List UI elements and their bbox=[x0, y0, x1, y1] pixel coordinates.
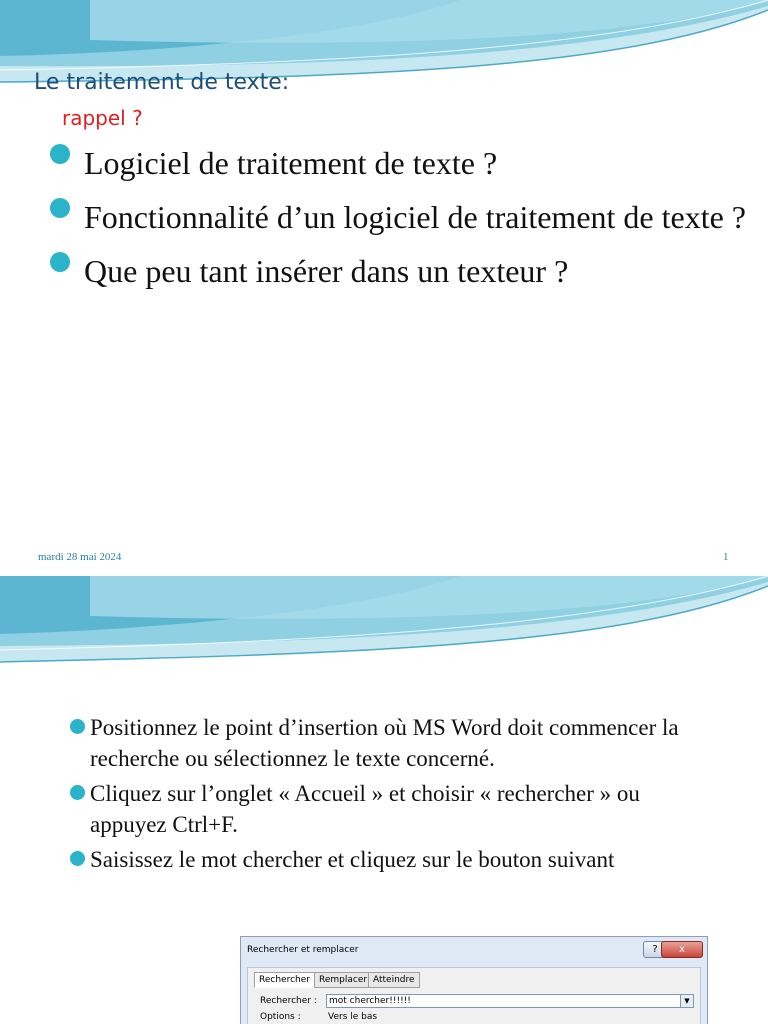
dialog-body bbox=[247, 967, 701, 1024]
tab-remplacer[interactable]: Remplacer bbox=[314, 972, 372, 988]
wave-header-decoration bbox=[0, 576, 768, 676]
tab-rechercher[interactable]: Rechercher bbox=[254, 972, 315, 988]
bullet-item bbox=[70, 712, 710, 774]
find-replace-dialog bbox=[240, 936, 708, 1024]
bullet-text: Fonctionnalité d’un logiciel de traitement de texte ? bbox=[84, 199, 746, 235]
search-label: Rechercher : bbox=[260, 996, 317, 1006]
chevron-down-icon[interactable]: ▼ bbox=[680, 994, 694, 1008]
bullet-dot-icon bbox=[50, 252, 70, 272]
page-number: 1 bbox=[723, 551, 729, 563]
bullet-item bbox=[46, 248, 746, 294]
bullet-item bbox=[46, 140, 746, 186]
bullet-text: Que peu tant insérer dans un texteur ? bbox=[84, 253, 569, 289]
bullet-dot-icon bbox=[50, 198, 70, 218]
bullet-dot-icon bbox=[50, 144, 70, 164]
tab-atteindre[interactable]: Atteindre bbox=[368, 972, 420, 988]
slide-2 bbox=[0, 576, 768, 1024]
bullet-dot-icon bbox=[70, 785, 85, 800]
bullet-list bbox=[70, 712, 710, 879]
bullet-item bbox=[70, 844, 710, 875]
slide-subtitle: rappel ? bbox=[62, 106, 143, 130]
bullet-text: Logiciel de traitement de texte ? bbox=[84, 145, 498, 181]
close-button[interactable]: x bbox=[661, 941, 703, 958]
bullet-text: Cliquez sur l’onglet « Accueil » et choisir « rechercher » ou appuyez Ctrl+F. bbox=[90, 781, 640, 837]
bullet-list bbox=[46, 140, 746, 302]
bullet-item bbox=[70, 778, 710, 840]
footer-date: mardi 28 mai 2024 bbox=[38, 551, 122, 563]
bullet-dot-icon bbox=[70, 719, 85, 734]
options-label: Options : bbox=[260, 1012, 301, 1022]
bullet-text: Positionnez le point d’insertion où MS Word doit commencer la recherche ou sélectionnez le texte concerné. bbox=[90, 715, 679, 771]
options-value: Vers le bas bbox=[328, 1012, 378, 1022]
dialog-title: Rechercher et remplacer bbox=[247, 945, 359, 955]
bullet-text: Saisissez le mot chercher et cliquez sur le bouton suivant bbox=[90, 847, 615, 872]
search-input[interactable]: mot chercher!!!!!! bbox=[326, 994, 690, 1008]
bullet-item bbox=[46, 194, 746, 240]
slide-title: Le traitement de texte: bbox=[34, 70, 290, 95]
help-button[interactable]: ? bbox=[643, 941, 667, 958]
bullet-dot-icon bbox=[70, 851, 85, 866]
